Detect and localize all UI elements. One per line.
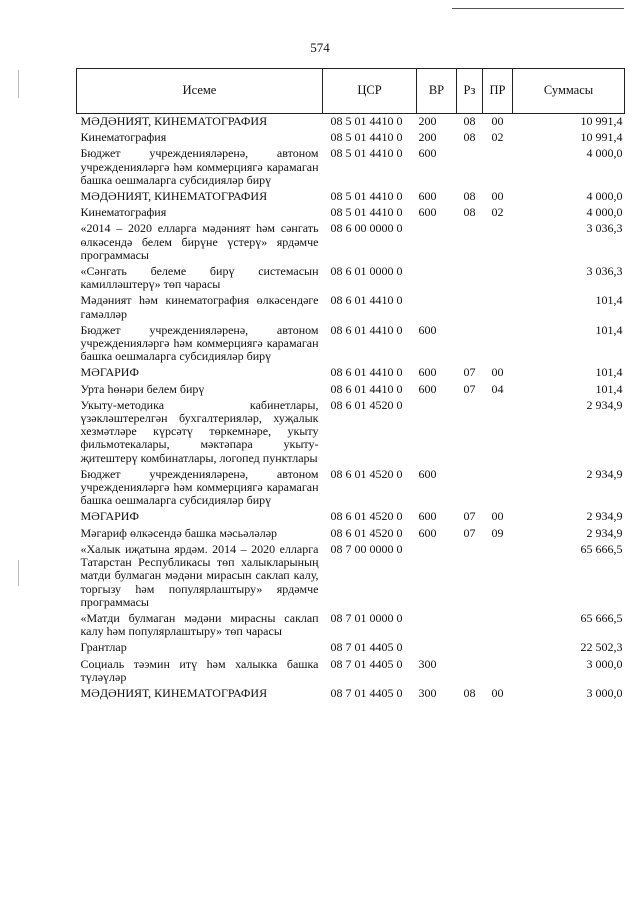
header-pr: ПР	[483, 69, 513, 114]
cell-sum: 2 934,9	[586, 466, 623, 481]
cell-csr: 08 7 01 4405 0	[330, 640, 403, 655]
cell-vr	[417, 541, 457, 610]
cell-name: МӘГАРИФ	[80, 365, 139, 380]
cell-vr: 300	[418, 656, 437, 671]
cell-vr	[417, 263, 457, 292]
cell-name: Социаль тәэмин итү һәм халыкка башка түләүләр	[80, 656, 319, 684]
table-row	[77, 508, 625, 524]
header-csr: ЦСР	[323, 69, 417, 114]
cell-csr: 08 6 01 4410 0	[330, 365, 403, 380]
top-rule	[452, 8, 624, 9]
cell-sum: 2 934,9	[586, 509, 623, 524]
cell-pr	[483, 466, 513, 509]
cell-sum: 2 934,9	[586, 397, 623, 412]
cell-rz	[457, 466, 483, 509]
cell-vr: 600	[418, 146, 437, 161]
cell-vr: 600	[418, 466, 437, 481]
cell-csr: 08 6 01 4410 0	[330, 293, 403, 308]
cell-vr	[417, 292, 457, 321]
cell-sum: 101,4	[595, 365, 623, 380]
cell-vr	[417, 639, 457, 655]
cell-csr: 08 6 01 0000 0	[330, 264, 403, 279]
cell-pr	[483, 541, 513, 610]
cell-name: Укыту-методика кабинетлары, үзәкләштерелгән бухгалтерияләр, хуҗалык хезмәтләре күрсәтү төркемнәре, укыту фильмотекалары, мәктәпара укыту-җитештерү комбинатлары, логопед пунктлары	[80, 397, 319, 465]
cell-rz: 07	[463, 365, 476, 380]
cell-sum: 3 000,0	[586, 656, 623, 671]
cell-pr	[483, 292, 513, 321]
table-row	[77, 292, 625, 321]
cell-name: МӘДӘНИЯТ, КИНЕМАТОГРАФИЯ	[80, 685, 268, 700]
cell-rz: 07	[463, 509, 476, 524]
cell-pr: 04	[491, 381, 504, 396]
cell-sum: 22 502,3	[580, 640, 623, 655]
cell-rz	[457, 541, 483, 610]
cell-pr: 09	[491, 525, 504, 540]
cell-sum: 10 991,4	[580, 114, 623, 128]
cell-sum: 4 000,0	[586, 189, 623, 204]
cell-vr: 200	[418, 130, 437, 145]
cell-sum: 10 991,4	[580, 130, 623, 145]
cell-csr: 08 7 01 0000 0	[330, 610, 403, 625]
cell-sum: 2 934,9	[586, 525, 623, 540]
cell-sum: 4 000,0	[586, 146, 623, 161]
cell-name: Грантлар	[80, 640, 127, 655]
cell-name: «Халык иҗатына ярдәм. 2014 – 2020 елларга Татарстан Республикасы төп халыкларының матди булмаган мәдәни мирасын саклап калу, торгызу һәм популярлаштыру» ярдәмче программасы	[80, 541, 319, 609]
margin-mark	[18, 70, 19, 98]
table-row	[77, 114, 625, 130]
cell-sum: 101,4	[595, 381, 623, 396]
table-row	[77, 322, 625, 365]
cell-rz: 07	[463, 525, 476, 540]
cell-sum: 4 000,0	[586, 205, 623, 220]
table-row	[77, 397, 625, 466]
table-body	[77, 114, 625, 702]
cell-rz: 08	[463, 114, 476, 128]
cell-rz	[457, 322, 483, 365]
cell-pr	[483, 263, 513, 292]
table-row	[77, 204, 625, 220]
table-row	[77, 364, 625, 380]
cell-vr: 600	[418, 205, 437, 220]
table-row	[77, 466, 625, 509]
cell-rz	[457, 397, 483, 466]
table-row	[77, 381, 625, 397]
cell-sum: 101,4	[595, 322, 623, 337]
cell-pr	[483, 656, 513, 685]
cell-csr: 08 5 01 4410 0	[330, 189, 403, 204]
table-row	[77, 525, 625, 541]
cell-sum: 3 036,3	[586, 264, 623, 279]
cell-sum: 65 666,5	[580, 541, 623, 556]
cell-name: МӘДӘНИЯТ, КИНЕМАТОГРАФИЯ	[80, 189, 268, 204]
cell-pr: 02	[491, 205, 504, 220]
cell-rz	[457, 263, 483, 292]
cell-name: Мәдәният һәм кинематография өлкәсендәге гамәлләр	[80, 293, 319, 321]
header-rz: Рз	[457, 69, 483, 114]
header-name: Исеме	[77, 69, 323, 114]
header-sum: Суммасы	[513, 69, 625, 114]
cell-rz	[457, 639, 483, 655]
cell-pr: 02	[491, 130, 504, 145]
table-header-row	[77, 69, 625, 114]
cell-rz	[457, 656, 483, 685]
cell-rz: 08	[463, 189, 476, 204]
cell-sum: 101,4	[595, 293, 623, 308]
cell-csr: 08 5 01 4410 0	[330, 146, 403, 161]
header-vr: ВР	[417, 69, 457, 114]
cell-csr: 08 6 01 4410 0	[330, 322, 403, 337]
cell-name: МӘГАРИФ	[80, 509, 139, 524]
cell-rz	[457, 610, 483, 639]
cell-rz: 08	[463, 130, 476, 145]
cell-csr: 08 5 01 4410 0	[330, 130, 403, 145]
cell-vr: 600	[418, 381, 437, 396]
cell-csr: 08 7 01 4405 0	[330, 685, 403, 700]
cell-pr	[483, 397, 513, 466]
cell-rz	[457, 292, 483, 321]
cell-rz: 08	[463, 205, 476, 220]
table-row	[77, 129, 625, 145]
cell-vr: 600	[418, 525, 437, 540]
table-row	[77, 145, 625, 188]
cell-pr	[483, 610, 513, 639]
cell-name: Урта һөнәри белем бирү	[80, 381, 205, 396]
cell-name: Мәгариф өлкәсендә башка мәсьәләләр	[80, 525, 278, 540]
cell-csr: 08 5 01 4410 0	[330, 114, 403, 128]
table-row	[77, 188, 625, 204]
cell-vr: 200	[418, 114, 437, 128]
cell-pr: 00	[491, 189, 504, 204]
cell-name: Бюджет учрежденияләренә, автоном учрежденияләргә һәм коммерциягә карамаган башка оешмаларга субсидияләр бирү	[80, 322, 319, 364]
cell-rz	[457, 145, 483, 188]
cell-name: Кинематография	[80, 205, 167, 220]
cell-csr: 08 6 01 4520 0	[330, 525, 403, 540]
cell-name: «Сәнгать белеме бирү системасын камилләштерү» төп чарасы	[80, 264, 319, 292]
cell-vr: 600	[418, 322, 437, 337]
cell-sum: 65 666,5	[580, 610, 623, 625]
cell-csr: 08 6 01 4520 0	[330, 466, 403, 481]
cell-pr: 00	[491, 365, 504, 380]
table-row	[77, 541, 625, 610]
table-row	[77, 685, 625, 701]
cell-rz: 07	[463, 381, 476, 396]
cell-vr: 600	[418, 509, 437, 524]
cell-name: «2014 – 2020 елларга мәдәният һәм сәнгать өлкәсендә белем бирүне үстерү» ярдәмче программасы	[80, 221, 319, 262]
margin-mark	[18, 560, 19, 586]
table-row	[77, 656, 625, 685]
cell-rz	[457, 220, 483, 263]
table-row	[77, 639, 625, 655]
cell-name: МӘДӘНИЯТ, КИНЕМАТОГРАФИЯ	[80, 114, 268, 128]
cell-pr	[483, 145, 513, 188]
cell-vr: 600	[418, 189, 437, 204]
cell-vr	[417, 397, 457, 466]
cell-vr: 600	[418, 365, 437, 380]
page-number: 574	[310, 40, 330, 55]
cell-vr: 300	[418, 685, 437, 700]
cell-csr: 08 6 00 0000 0	[330, 221, 403, 236]
cell-pr	[483, 220, 513, 263]
table-row	[77, 220, 625, 263]
cell-vr	[417, 610, 457, 639]
cell-pr	[483, 322, 513, 365]
cell-vr	[417, 220, 457, 263]
table-row	[77, 263, 625, 292]
cell-csr: 08 7 01 4405 0	[330, 656, 403, 671]
cell-csr: 08 6 01 4520 0	[330, 509, 403, 524]
cell-name: «Матди булмаган мәдәни мирасны саклап калу һәм популярлаштыру» төп чарасы	[80, 610, 319, 639]
table-row	[77, 610, 625, 639]
budget-table	[76, 68, 625, 701]
cell-pr: 00	[491, 685, 504, 700]
cell-name: Кинематография	[80, 130, 167, 145]
cell-name: Бюджет учрежденияләренә, автоном учрежденияләргә һәм коммерциягә карамаган башка оешмаларга субсидияләр бирү	[80, 466, 319, 508]
cell-pr: 00	[491, 114, 504, 128]
cell-sum: 3 036,3	[586, 221, 623, 236]
cell-pr	[483, 639, 513, 655]
cell-csr: 08 6 01 4410 0	[330, 381, 403, 396]
cell-sum: 3 000,0	[586, 685, 623, 700]
cell-csr: 08 6 01 4520 0	[330, 397, 403, 412]
cell-name: Бюджет учрежденияләренә, автоном учрежденияләргә һәм коммерциягә карамаган башка оешмаларга субсидияләр бирү	[80, 146, 319, 187]
cell-rz: 08	[463, 685, 476, 700]
cell-pr: 00	[491, 509, 504, 524]
cell-csr: 08 7 00 0000 0	[330, 541, 403, 556]
cell-csr: 08 5 01 4410 0	[330, 205, 403, 220]
